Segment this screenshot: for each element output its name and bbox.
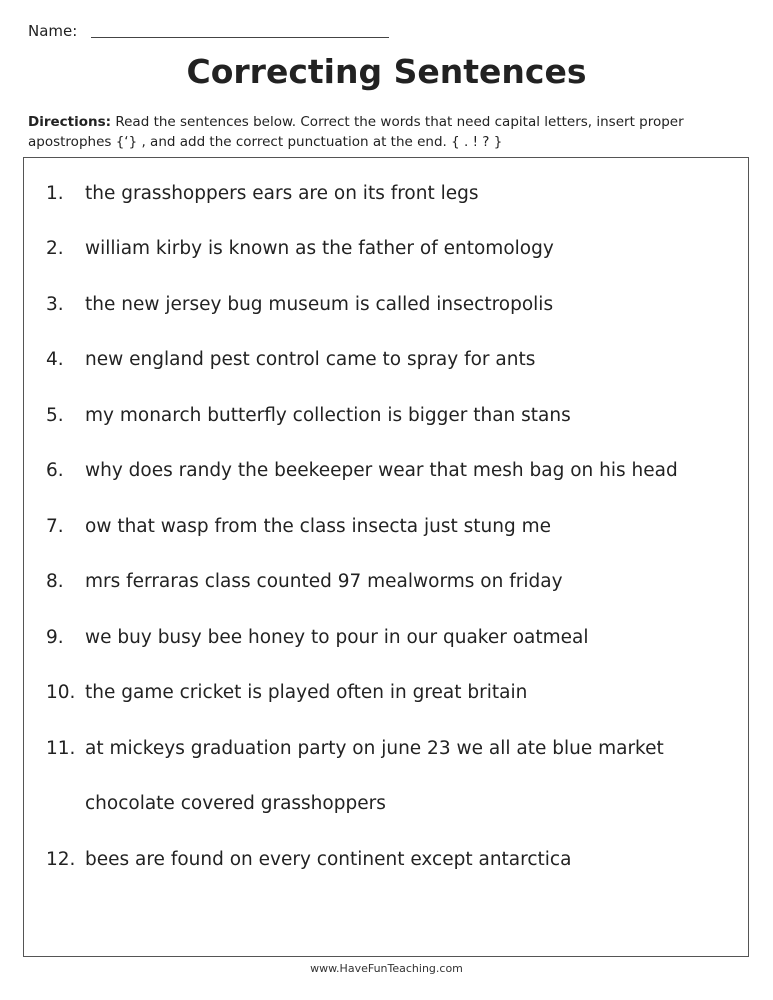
sentence-text: the game cricket is played often in great britain — [85, 682, 528, 703]
name-row — [28, 22, 389, 40]
sentence-number: 2. — [46, 238, 64, 259]
sentence-text: william kirby is known as the father of entomology — [85, 238, 554, 259]
name-write-line — [91, 37, 389, 38]
sentence-number: 6. — [46, 460, 64, 481]
directions-text: Read the sentences below. Correct the words that need capital letters, insert proper apostrophes {‘} , and add the correct punctuation at the end. { . ! ? } — [28, 114, 684, 150]
directions-label: Directions: — [28, 114, 112, 130]
sentence-number: 12. — [46, 849, 76, 870]
sentence-number: 5. — [46, 405, 64, 426]
sentences-box — [23, 157, 749, 957]
sentence-number: 9. — [46, 627, 64, 648]
sentence-number: 7. — [46, 516, 64, 537]
sentence-text: my monarch butterfly collection is bigger than stans — [85, 405, 571, 426]
sentence-number: 3. — [46, 294, 64, 315]
directions — [28, 112, 748, 152]
sentence-text: the grasshoppers ears are on its front legs — [85, 183, 479, 204]
sentence-text: mrs ferraras class counted 97 mealworms on friday — [85, 571, 563, 592]
footer-website: www.HaveFunTeaching.com — [310, 962, 463, 975]
sentence-number: 11. — [46, 738, 76, 759]
sentence-text: we buy busy bee honey to pour in our quaker oatmeal — [85, 627, 589, 648]
sentence-text: why does randy the beekeeper wear that mesh bag on his head — [85, 460, 678, 481]
sentence-number: 4. — [46, 349, 64, 370]
sentence-number: 10. — [46, 682, 76, 703]
page-title: Correcting Sentences — [186, 52, 587, 91]
sentence-text: the new jersey bug museum is called insectropolis — [85, 294, 554, 315]
sentence-continuation: chocolate covered grasshoppers — [85, 793, 386, 814]
sentence-number: 8. — [46, 571, 64, 592]
sentence-text: at mickeys graduation party on june 23 we all ate blue market — [85, 738, 664, 759]
sentence-text: new england pest control came to spray for ants — [85, 349, 536, 370]
sentence-text: bees are found on every continent except antarctica — [85, 849, 572, 870]
sentence-number: 1. — [46, 183, 64, 204]
sentence-text: ow that wasp from the class insecta just stung me — [85, 516, 552, 537]
name-label: Name: — [28, 22, 78, 40]
